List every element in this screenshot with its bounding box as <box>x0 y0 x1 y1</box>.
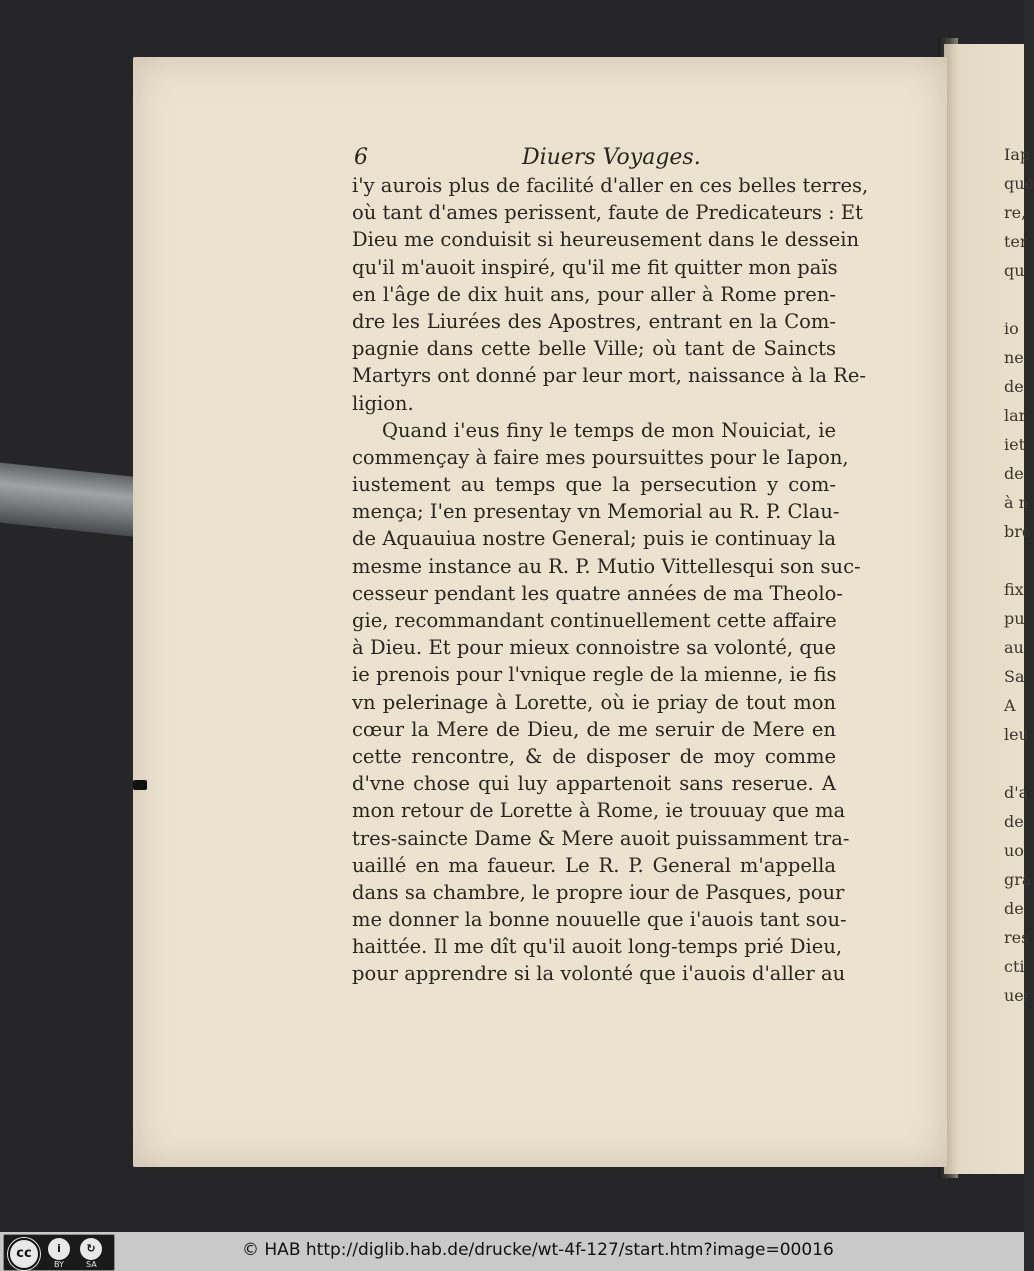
facing-fragment: fix <box>1004 580 1024 599</box>
facing-fragment: leu <box>1004 725 1029 744</box>
facing-fragment: de <box>1004 464 1024 483</box>
text-line: cœur la Mere de Dieu, de me seruir de Mere en <box>352 717 836 741</box>
sa-label: SA <box>86 1260 97 1269</box>
text-line: Quand i'eus finy le temps de mon Nouiciat, ie <box>382 418 836 442</box>
text-line: vn pelerinage à Lorette, où ie priay de tout mon <box>352 690 836 714</box>
facing-fragment: ter <box>1004 232 1028 251</box>
by-attribution-icon: i <box>48 1238 70 1260</box>
facing-fragment: au <box>1004 638 1024 657</box>
by-label: BY <box>54 1260 64 1269</box>
facing-fragment <box>1004 749 1034 778</box>
facing-fragment <box>1004 546 1034 575</box>
facing-page-text <box>1004 140 1034 1010</box>
facing-fragment: io <box>1004 319 1019 338</box>
share-alike-icon: ↻ <box>80 1238 102 1260</box>
facing-fragment: uer <box>1004 986 1032 1005</box>
facing-fragment <box>1004 285 1034 314</box>
cc-icon: cc <box>8 1238 40 1270</box>
text-line: Dieu me conduisit si heureusement dans le dessein <box>352 228 860 252</box>
text-line: ie prenois pour l'vnique regle de la mienne, ie fis <box>352 663 837 687</box>
facing-fragment: iet <box>1004 435 1026 454</box>
footer-bar <box>0 1232 1024 1271</box>
text-line: en l'âge de dix huit ans, pour aller à Rome pren- <box>352 282 836 306</box>
facing-fragment: de <box>1004 812 1024 831</box>
facing-fragment: lar <box>1004 406 1027 425</box>
page-body <box>352 172 869 988</box>
facing-fragment: d'a <box>1004 783 1029 802</box>
text-line: dans sa chambre, le propre iour de Pasques, pour <box>352 880 845 904</box>
text-line: à Dieu. Et pour mieux connoistre sa volonté, que <box>352 636 836 660</box>
facing-fragment: de <box>1004 377 1024 396</box>
text-line: uaillé en ma faueur. Le R. P. General m'appella <box>352 853 836 877</box>
text-line: tres-saincte Dame & Mere auoit puissamment tra- <box>352 826 850 850</box>
running-head <box>354 141 834 173</box>
text-line: cette rencontre, & de disposer de moy comme <box>352 744 836 768</box>
text-line: haittée. Il me dît qu'il auoit long-temps prié Dieu, <box>352 935 843 959</box>
text-line: de Aquauiua nostre General; puis ie continuay la <box>352 527 836 551</box>
text-line: iustement au temps que la persecution y com- <box>352 473 836 497</box>
facing-fragment: que <box>1004 174 1034 193</box>
facing-fragment: qu <box>1004 261 1025 280</box>
facing-fragment: re, <box>1004 203 1027 222</box>
text-line: mença; I'en presentay vn Memorial au R. P. Clau- <box>352 500 840 524</box>
facing-fragment: à n <box>1004 493 1029 512</box>
facing-fragment: ne <box>1004 348 1024 367</box>
running-title: Diuers Voyages. <box>522 145 701 170</box>
text-line: d'vne chose qui luy appartenoit sans reserue. A <box>352 772 836 796</box>
copyright-credit: © HAB http://diglib.hab.de/drucke/wt-4f-127/start.htm?image=00016 <box>242 1240 834 1260</box>
text-line: ligion. <box>352 391 414 415</box>
cc-license-badge[interactable] <box>3 1234 115 1271</box>
facing-fragment: A <box>1004 696 1016 715</box>
facing-fragment: cti <box>1004 957 1025 976</box>
facing-fragment: gra <box>1004 870 1032 889</box>
text-line: dre les Liurées des Apostres, entrant en la Com- <box>352 309 836 333</box>
facing-fragment: bre <box>1004 522 1032 541</box>
facing-fragment: pu <box>1004 609 1025 628</box>
text-line: qu'il m'auoit inspiré, qu'il me fit quitter mon païs <box>352 255 838 279</box>
text-line: gie, recommandant continuellement cette affaire <box>352 609 837 632</box>
text-line: i'y aurois plus de facilité d'aller en ces belles terres, <box>352 174 869 197</box>
text-line: où tant d'ames perissent, faute de Predicateurs : Et <box>352 201 863 225</box>
page-number: 6 <box>354 145 368 170</box>
page-ink-mark <box>133 780 147 790</box>
facing-fragment: res <box>1004 928 1030 947</box>
facing-fragment: Iap <box>1004 145 1031 164</box>
text-line: cesseur pendant les quatre années de ma Theolo- <box>352 581 843 605</box>
text-line: pagnie dans cette belle Ville; où tant de Saincts <box>352 337 836 361</box>
text-line: commençay à faire mes poursuittes pour le Iapon, <box>352 445 849 469</box>
facing-fragment: uo <box>1004 841 1024 860</box>
facing-fragment: Sa <box>1004 667 1025 686</box>
text-line: me donner la bonne nouuelle que i'auois tant sou- <box>352 908 847 932</box>
facing-fragment: de <box>1004 899 1024 918</box>
text-line: mon retour de Lorette à Rome, ie trouuay que ma <box>352 799 846 823</box>
text-line: mesme instance au R. P. Mutio Vittellesqui son suc- <box>352 554 861 578</box>
text-line: pour apprendre si la volonté que i'auois d'aller au <box>352 962 846 986</box>
text-line: Martyrs ont donné par leur mort, naissance à la Re- <box>352 364 866 388</box>
